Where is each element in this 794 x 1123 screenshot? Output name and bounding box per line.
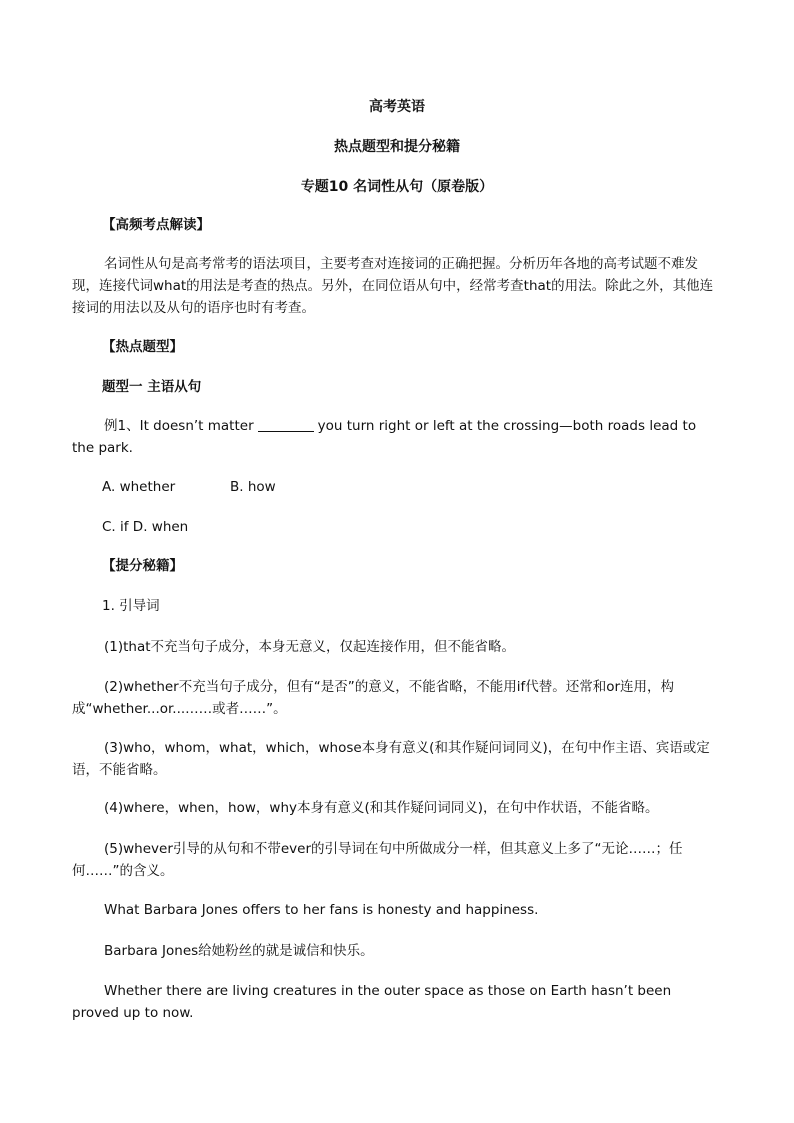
tip-item: (3)who，whom，what，which，whose本身有意义(和其作疑问词同义)，在句中作主语、宾语或定语，不能省略。 <box>72 740 710 778</box>
section-heading-reading: 【高频考点解读】 <box>102 217 210 233</box>
question-text-after: you turn right or left at the crossing—both roads lead to the park. <box>72 418 697 456</box>
example-sentence-english: What Barbara Jones offers to her fans is honesty and happiness. <box>104 902 539 918</box>
tip-item: (4)where，when，how，why本身有意义(和其作疑问词同义)，在句中作状语，不能省略。 <box>104 800 659 816</box>
tip-heading: 1. 引导词 <box>102 598 160 614</box>
topic-heading: 专题10 名词性从句（原卷版） <box>300 179 494 195</box>
document-subtitle: 热点题型和提分秘籍 <box>334 139 460 155</box>
question-type-heading: 题型一 主语从句 <box>102 379 202 395</box>
option-c-d: C. if D. when <box>102 519 189 535</box>
document-title: 高考英语 <box>369 99 425 115</box>
example-sentence-chinese: Barbara Jones给她粉丝的就是诚信和快乐。 <box>104 943 374 959</box>
option-b: B. how <box>230 479 276 495</box>
tip-item: (1)that不充当句子成分，本身无意义，仅起连接作用，但不能省略。 <box>104 639 516 655</box>
tip-item: (5)whever引导的从句和不带ever的引导词在句中所做成分一样，但其意义上多了“无论……；任何……”的含义。 <box>72 841 683 879</box>
section-heading-types: 【热点题型】 <box>102 339 183 355</box>
intro-paragraph: 名词性从句是高考常考的语法项目，主要考查对连接词的正确把握。分析历年各地的高考试题不难发现，连接代词what的用法是考查的热点。另外，在同位语从句中，经常考查that的用法。除此之外，其他连接词的用法以及从句的语序也时有考查。 <box>72 256 714 316</box>
section-heading-tips: 【提分秘籍】 <box>102 558 183 574</box>
question-text-before: 例1、It doesn’t matter <box>104 418 254 434</box>
option-a: A. whether <box>102 479 176 495</box>
answer-blank <box>258 417 314 432</box>
example-question <box>72 415 722 459</box>
example-sentence-english: Whether there are living creatures in the outer space as those on Earth hasn’t been proved up to now. <box>72 983 672 1021</box>
tip-item: (2)whether不充当句子成分，但有“是否”的意义，不能省略，不能用if代替。还常和or连用，构成“whether...or...……或者……”。 <box>72 679 675 717</box>
